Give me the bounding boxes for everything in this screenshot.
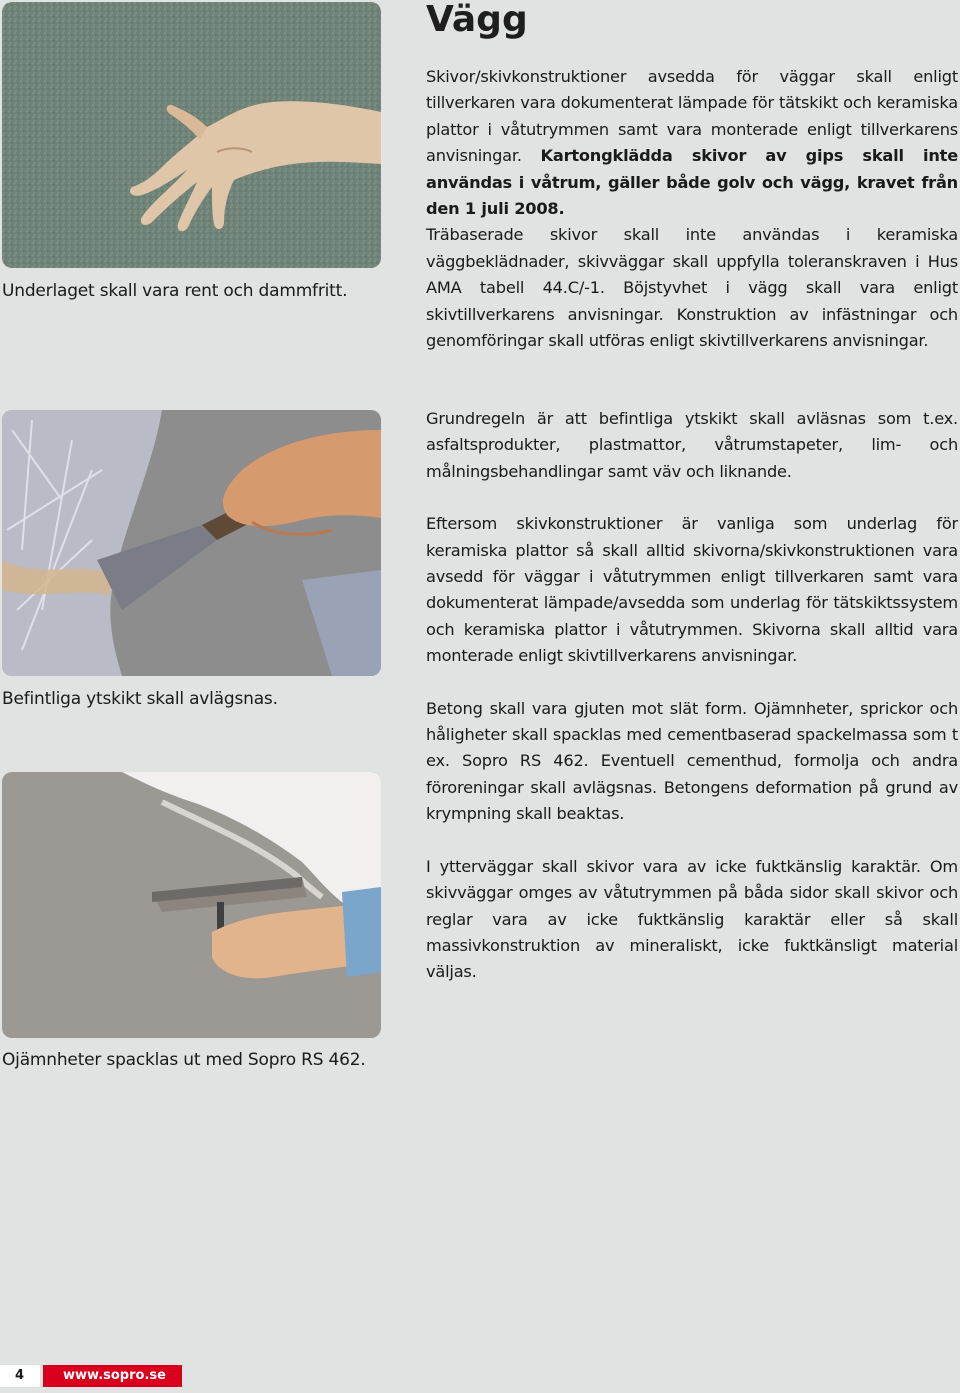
page-footer — [0, 1365, 182, 1387]
website-link[interactable]: www.sopro.se — [43, 1365, 182, 1387]
paragraph-boards-intro: Skivor/skivkonstruktioner avsedda för väggar skall enligt tillverkaren vara dokumenterat lämpade för tätskikt och keramiska plattor i våtutrymmen samt vara monterade enligt tillverkarens anvisningar. — [426, 67, 958, 166]
photo-hand-on-wall — [2, 2, 381, 268]
paragraph-boards-wood: Träbaserade skivor skall inte användas i keramiska väggbeklädnader, skivväggar skall uppfylla toleranskraven i Hus AMA tabell 44.C/-1. Böjstyvhet i vägg skall vara enligt skivtillverkarens anvisningar. Konstruktion av infästningar och genomföringar skall utföras enligt skivtillverkarens anvisningar. — [426, 225, 958, 351]
caption-photo-3: Ojämnheter spacklas ut med Sopro RS 462. — [2, 1050, 366, 1070]
caption-photo-1: Underlaget skall vara rent och dammfritt. — [2, 281, 348, 301]
text-column-bottom — [426, 406, 958, 1012]
paragraph-existing-layers: Grundregeln är att befintliga ytskikt skall avläsnas som t.ex. asfaltsprodukter, plastmattor, våtrumstapeter, lim- och målningsbehandlingar samt väv och liknande. — [426, 409, 958, 481]
paragraph-board-constructions: Eftersom skivkonstruktioner är vanliga som underlag för keramiska plattor så skall alltid skivorna/skivkonstruktionen vara avsedd för väggar i våtutrymmen enligt tillverkaren samt vara dokumenterat lämpade/avsedda som underlag för tätskiktssystem och keramiska plattor i våtutrymmen. Skivorna skall alltid vara monterade enligt skivtillverkarens anvisningar. — [426, 514, 958, 666]
photo-spreading-filler — [2, 772, 381, 1038]
page-title: Vägg — [426, 0, 528, 40]
text-column-top — [426, 64, 958, 380]
paragraph-exterior-walls: I ytterväggar skall skivor vara av icke fuktkänslig karaktär. Om skivväggar omges av våtutrymmen på båda sidor skall skivor och reglar vara av icke fuktkänslig karaktär eller så skall massivkonstruktion av mineraliskt, icke fuktkänsligt material väljas. — [426, 856, 958, 982]
photo-scraping-wall — [2, 410, 381, 676]
paragraph-boards — [426, 64, 958, 354]
paragraph-boards-bold: Kartongklädda skivor av gips skall inte användas i våtrum, gäller både golv och vägg, kravet från den 1 juli 2008. — [426, 146, 958, 219]
page-number: 4 — [0, 1365, 40, 1387]
paragraph-concrete: Betong skall vara gjuten mot slät form. Ojämnheter, sprickor och håligheter skall spacklas med cementbaserad spackelmassa som t ex. Sopro RS 462. Eventuell cementhud, formolja och andra föroreningar skall avlägsnas. Betongens deformation på grund av krympning skall beaktas. — [426, 698, 958, 824]
caption-photo-2: Befintliga ytskikt skall avlägsnas. — [2, 689, 278, 709]
